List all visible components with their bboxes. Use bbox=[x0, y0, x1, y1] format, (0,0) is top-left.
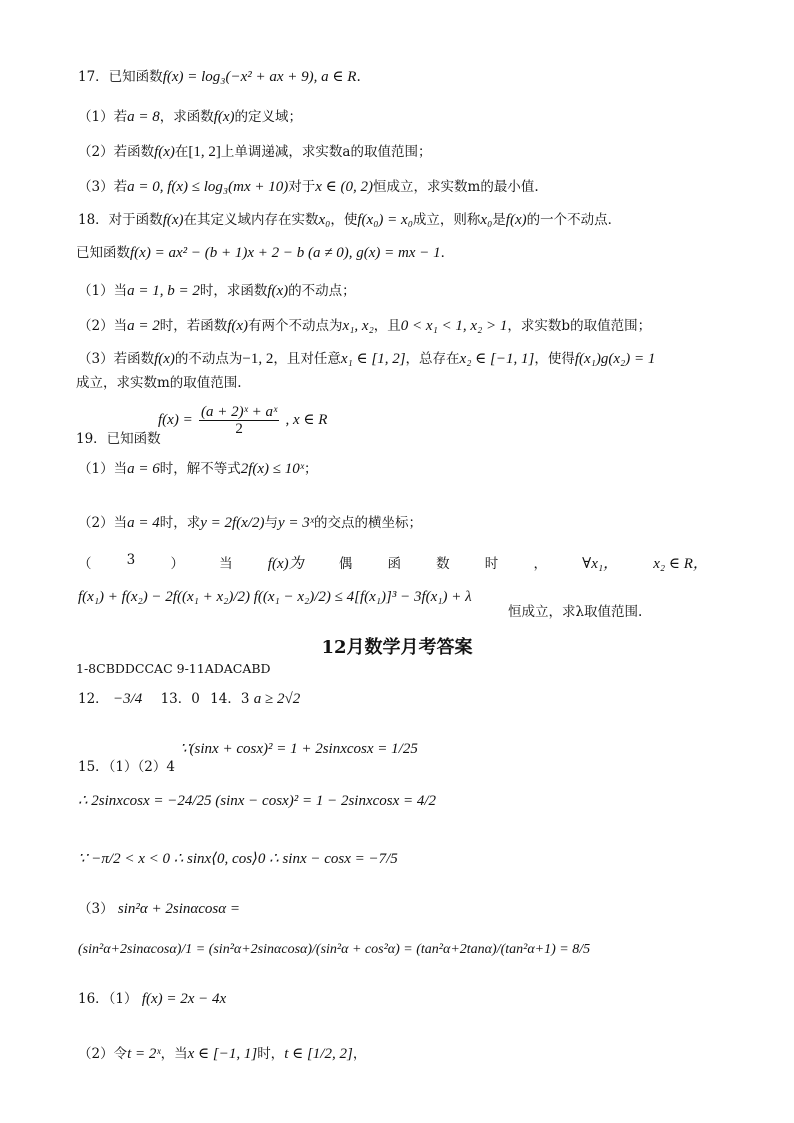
q18-stem-line1: 18．对于函数f(x)在其定义域内存在实数x₀，使f(x₀) = x₀成立，则称x₀是f(x)的一个不动点． bbox=[78, 212, 622, 228]
answers-15-part3-line2: (sin²α+2sinαcosα)/1 = (sin²α+2sinαcosα)/(sin²α + cos²α) = (tan²α+2tanα)/(tan²α+1) = 8/5 bbox=[78, 942, 591, 957]
q18-part3-cont: 成立，求实数m的取值范围. bbox=[76, 375, 242, 391]
q19-function-formula: f(x) = $\frac{\text{(a + 2)ˣ + aˣ}}{2}$ , x ∈ R bbox=[158, 404, 328, 437]
q18-part1: （1）当a = 1, b = 2时，求函数f(x)的不动点； bbox=[78, 283, 356, 299]
q17-stem: 17．已知函数f(x) = log₃(−x² + ax + 9), a ∈ R. bbox=[78, 69, 361, 85]
q18-part2: （2）当a = 2时，若函数f(x)有两个不动点为x₁, x₂，且0 < x₁ < 1, x₂ > 1，求实数b的取值范围； bbox=[78, 318, 652, 334]
q18-part3: （3）若函数f(x)的不动点为−1, 2，且对任意x₁ ∈ [1, 2]，总存在x₂ ∈ [−1, 1]，使得f(x₁)g(x₂) = 1 bbox=[78, 351, 656, 367]
answers-multiple-choice: 1-8CBDDCCAC 9-11ADACABD bbox=[76, 661, 271, 676]
q17-part1: （1）若a = 8，求函数f(x)的定义域； bbox=[78, 109, 303, 125]
answers-16-part2: （2）令t = 2ˣ，当x ∈ [−1, 1]时，t ∈ [1/2, 2]， bbox=[78, 1046, 367, 1062]
q19-part3-line1: （ 3 ） 当 f(x)为 偶 函 数 时 ， ∀x₁， x₂ ∈ R， bbox=[78, 552, 708, 572]
q17-part2: （2）若函数f(x)在[1, 2]上单调递减，求实数a的取值范围； bbox=[78, 144, 432, 160]
answers-15-line3: ∵ −π/2 < x < 0 ∴ sinx⟨0, cos⟩0 ∴ sinx − cosx = −7/5 bbox=[78, 851, 398, 867]
q19-part2: （2）当a = 4时，求y = 2f(x/2)与y = 3ˣ的交点的横坐标； bbox=[78, 515, 422, 531]
q17-function-formula: f(x) = log₃(−x² + ax + 9), a ∈ R bbox=[162, 69, 357, 85]
q17-part3: （3）若a = 0, f(x) ≤ log₃(mx + 10)对于x ∈ (0, 2)恒成立，求实数m的最小值. bbox=[78, 179, 539, 195]
answers-16-part1: 16．（1） f(x) = 2x − 4x bbox=[78, 991, 227, 1007]
q19-part3-formula: f(x₁) + f(x₂) − 2f((x₁ + x₂)/2) f((x₁ − x₂)/2) ≤ 4[f(x₁)]³ − 3f(x₁) + λ bbox=[78, 589, 472, 605]
answers-15-label: 15．（1）（2）4 bbox=[78, 759, 175, 775]
answers-title: 12月数学月考答案 bbox=[321, 637, 473, 658]
answers-15-line2: ∴ 2sinxcosx = −24/25 (sinx − cosx)² = 1 − 2sinxcosx = 4/2 bbox=[78, 793, 437, 809]
q19-stem: 19．已知函数 bbox=[76, 431, 161, 447]
q18-stem-line2: 已知函数f(x) = ax² − (b + 1)x + 2 − b (a ≠ 0), g(x) = mx − 1． bbox=[76, 245, 455, 261]
q19-part3-end: 恒成立，求λ取值范围. bbox=[508, 604, 643, 620]
q19-part1: （1）当a = 6时，解不等式2f(x) ≤ 10ˣ； bbox=[78, 461, 318, 477]
answers-12-14: 12． −3/4 13．0 14．3 a ≥ 2√2 bbox=[78, 691, 301, 707]
answers-15-part3: （3） sin²α + 2sinαcosα = bbox=[78, 901, 241, 917]
answers-15-line1: ∵(sinx + cosx)² = 1 + 2sinxcosx = 1/25 bbox=[180, 741, 418, 757]
